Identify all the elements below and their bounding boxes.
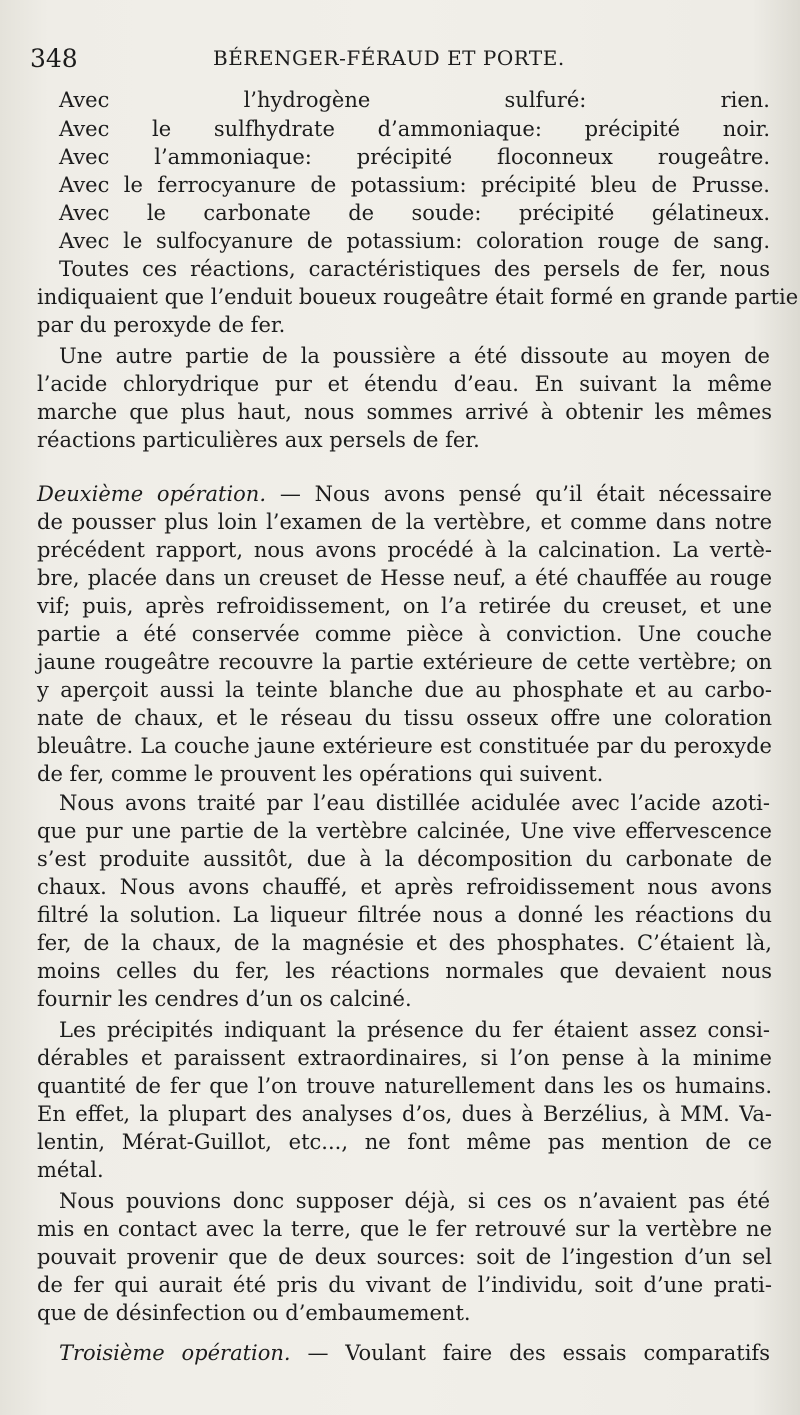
section-run-in-heading: Deuxième opération. [37,482,267,506]
text-line: nate de chaux, et le réseau du tissu osseux offre une coloration [37,706,772,730]
text-line: partie a été conservée comme pièce à conviction. Une couche [37,622,772,646]
text-line: pouvait provenir que de deux sources: soit de l’ingestion d’un sel [37,1245,772,1269]
text-line: Avec l’ammoniaque: précipité floconneux rougeâtre. [59,145,770,169]
text-line: Les précipités indiquant la présence du fer étaient assez consi- [59,1018,770,1042]
text-line: fer, de la chaux, de la magnésie et des phosphates. C’étaient là, [37,931,772,955]
text-line: vif; puis, après refroidissement, on l’a retirée du creuset, et une [37,594,772,618]
text-line: marche que plus haut, nous sommes arrivé à obtenir les mêmes [37,400,772,424]
text-line: mis en contact avec la terre, que le fer retrouvé sur la vertèbre ne [37,1217,772,1241]
text-line: de fer, comme le prouvent les opérations qui suivent. [37,762,604,786]
text-line: jaune rougeâtre recouvre la partie extérieure de cette vertèbre; on [37,650,772,674]
text-line: Nous pouvions donc supposer déjà, si ces os n’avaient pas été [59,1189,770,1213]
text-line: lentin, Mérat-Guillot, etc..., ne font même pas mention de ce [37,1130,772,1154]
text-line: de pousser plus loin l’examen de la vertèbre, et comme dans notre [37,510,772,534]
text-line: Nous avons traité par l’eau distillée acidulée avec l’acide azoti- [59,791,770,815]
text-line: moins celles du fer, les réactions normales que devaient nous [37,959,772,983]
text-line: Avec le sulfhydrate d’ammoniaque: précipité noir. [59,117,770,141]
text-line: l’acide chlorydrique pur et étendu d’eau. En suivant la même [37,372,772,396]
page-number: 348 [30,44,78,73]
text-line: indiquaient que l’enduit boueux rougeâtre était formé en grande partie [37,285,799,309]
text-line: fournir les cendres d’un os calciné. [37,987,412,1011]
text-line: Avec l’hydrogène sulfuré: rien. [59,88,770,112]
text-line: précédent rapport, nous avons procédé à la calcination. La vertè- [37,538,772,562]
text-line: métal. [37,1158,104,1182]
text-line: chaux. Nous avons chauffé, et après refroidissement nous avons [37,875,772,899]
text-line: quantité de fer que l’on trouve naturellement dans les os humains. [37,1074,772,1098]
text-line: En effet, la plupart des analyses d’os, dues à Berzélius, à MM. Va- [37,1102,772,1126]
text-line: Deuxième opération. — Nous avons pensé qu’il était nécessaire [37,482,772,506]
text-line: dérables et paraissent extraordinaires, si l’on pense à la minime [37,1046,772,1070]
text-line: Avec le carbonate de soude: précipité gélatineux. [59,201,770,225]
page-header [28,44,780,80]
text-line: Une autre partie de la poussière a été dissoute au moyen de [59,344,770,368]
text-line: bleuâtre. La couche jaune extérieure est constituée par du peroxyde [37,734,772,758]
running-head: BÉRENGER-FÉRAUD ET PORTE. [213,46,565,70]
text-line: Avec le sulfocyanure de potassium: coloration rouge de sang. [59,229,770,253]
text-line: Troisième opération. — Voulant faire des essais comparatifs [59,1341,770,1365]
text-line: que pur une partie de la vertèbre calcinée, Une vive effervescence [37,819,772,843]
text-line: Avec le ferrocyanure de potassium: précipité bleu de Prusse. [59,173,770,197]
text-line: bre, placée dans un creuset de Hesse neuf, a été chauffée au rouge [37,566,772,590]
text-line: de fer qui aurait été pris du vivant de l’individu, soit d’une prati- [37,1273,772,1297]
section-run-in-heading: Troisième opération. [59,1341,291,1365]
text-line: y aperçoit aussi la teinte blanche due au phosphate et au carbo- [37,678,772,702]
text-line: par du peroxyde de fer. [37,313,286,337]
text-line: que de désinfection ou d’embaumement. [37,1301,471,1325]
text-line: s’est produite aussitôt, due à la décomposition du carbonate de [37,847,772,871]
text-line: Toutes ces réactions, caractéristiques des persels de fer, nous [59,257,770,281]
text-line: filtré la solution. La liqueur filtrée nous a donné les réactions du [37,903,772,927]
text-line: réactions particulières aux persels de fer. [37,428,480,452]
